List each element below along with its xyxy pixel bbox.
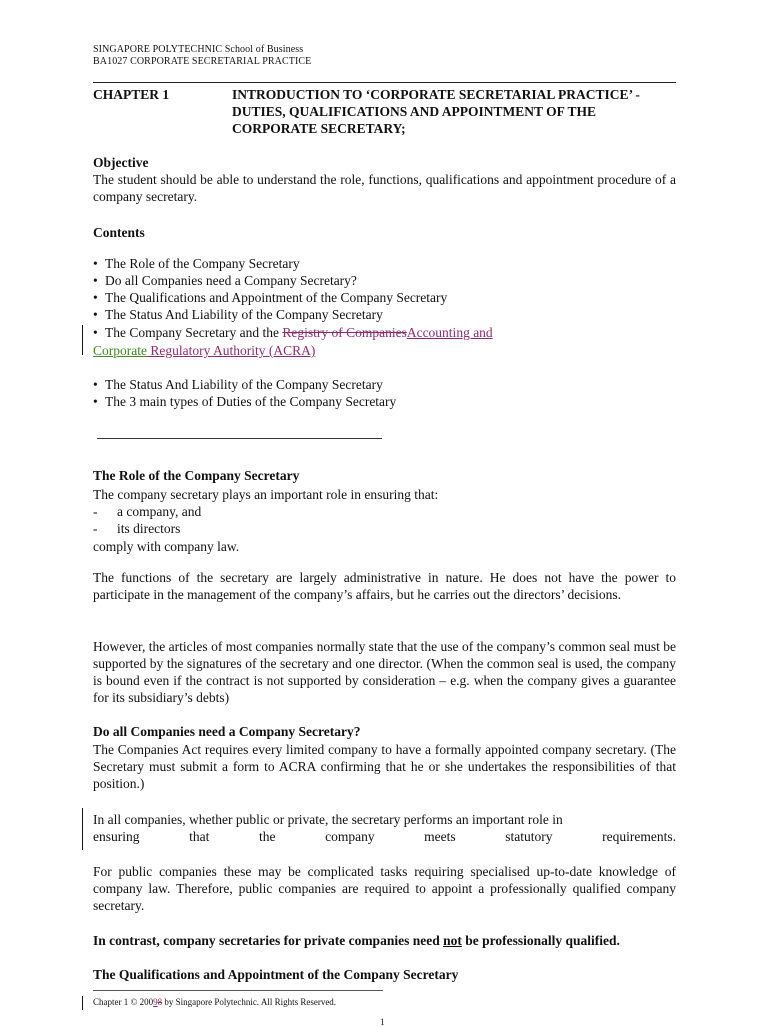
role-outro: comply with company law. — [93, 539, 240, 554]
bullet: • — [93, 273, 98, 288]
tracked-insertion: Accounting and — [406, 325, 493, 340]
contents-item: • The Role of the Company Secretary — [93, 256, 300, 271]
role-heading: The Role of the Company Secretary — [93, 468, 300, 483]
header-school: SINGAPORE POLYTECHNIC School of Business — [93, 44, 304, 55]
footer-divider — [93, 990, 383, 991]
tracked-deletion: Registry of Companies — [282, 325, 407, 340]
header-course: BA1027 CORPORATE SECRETARIAL PRACTICE — [93, 56, 312, 67]
change-bar — [82, 808, 83, 850]
list-dash: - — [93, 504, 98, 519]
tracked-deletion: 8 — [157, 997, 163, 1007]
contents-item: • Do all Companies need a Company Secretary? — [93, 273, 357, 288]
contents-item-acra: • The Company Secretary and the Registry of CompaniesAccounting and — [93, 325, 493, 340]
chapter-title: INTRODUCTION TO ‘CORPORATE SECRETARIAL PRACTICE’ - DUTIES, QUALIFICATIONS AND APPOINTMENT OF THE CORPORATE SECRETARY; — [232, 87, 640, 136]
role-list-item: its directors — [117, 521, 181, 536]
copyright-footer: Chapter 1 © 20098 by Singapore Polytechnic. All Rights Reserved. — [93, 997, 337, 1007]
bullet: • — [93, 307, 98, 322]
role-intro: The company secretary plays an important role in ensuring that: — [93, 487, 439, 502]
bullet: • — [93, 394, 98, 409]
need-paragraph-line: In all companies, whether public or private, the secretary performs an important role in — [93, 812, 563, 827]
contents-item: • The Qualifications and Appointment of the Company Secretary — [93, 290, 448, 305]
bullet: • — [93, 325, 98, 340]
contents-heading: Contents — [93, 225, 145, 240]
need-paragraph: The Companies Act requires every limited company to have a formally appointed company secretary. (The Secretary must submit a form to ACRA confirming that he or she undertakes the responsibilities of that position.) — [93, 742, 676, 791]
need-paragraph: For public companies these may be complicated tasks requiring specialised up-to-date knowledge of company law. Therefore, public companies are required to appoint a professionally qualified company secretary. — [93, 864, 676, 913]
contents-item: • The 3 main types of Duties of the Company Secretary — [93, 394, 397, 409]
contents-item: • The Status And Liability of the Company Secretary — [93, 377, 383, 392]
need-paragraph-line: ensuring that the company meets statutory requirements. — [93, 829, 676, 844]
contents-item: • The Status And Liability of the Company Secretary — [93, 307, 383, 322]
bullet: • — [93, 377, 98, 392]
qualifications-heading: The Qualifications and Appointment of the Company Secretary — [93, 967, 459, 982]
change-bar — [82, 996, 83, 1010]
section-separator — [97, 438, 382, 439]
objective-heading: Objective — [93, 155, 149, 170]
need-heading: Do all Companies need a Company Secretary? — [93, 724, 361, 739]
contrast-statement: In contrast, company secretaries for private companies need not be professionally qualified. — [93, 933, 620, 948]
bullet: • — [93, 256, 98, 271]
role-list-item: a company, and — [117, 504, 202, 519]
list-dash: - — [93, 521, 98, 536]
chapter-label: CHAPTER 1 — [93, 87, 170, 102]
tracked-insertion: 9 — [153, 997, 158, 1007]
change-bar — [82, 325, 83, 355]
role-paragraph: The functions of the secretary are largely administrative in nature. He does not have the power to participate in the management of the company’s affairs, but he carries out the directors’ decisions. — [93, 570, 676, 602]
page-number: 1 — [380, 1017, 385, 1027]
bullet: • — [93, 290, 98, 305]
emphasis-not: not — [443, 933, 462, 948]
header-divider — [93, 82, 676, 83]
tracked-insertion: Corporate — [93, 343, 147, 358]
tracked-insertion: Regulatory Authority (ACRA) — [146, 343, 316, 358]
role-paragraph: However, the articles of most companies normally state that the use of the company’s common seal must be supported by the signatures of the secretary and one director. (When the common seal is used, the company is bound even if the contract is not supported by consideration – e.g. when the company gives a guarantee for its subsidiary’s debts) — [93, 639, 676, 705]
objective-text: The student should be able to understand the role, functions, qualifications and appointment procedure of a company secretary. — [93, 172, 676, 204]
contents-item-acra-cont — [93, 342, 315, 359]
running-header — [93, 44, 311, 68]
